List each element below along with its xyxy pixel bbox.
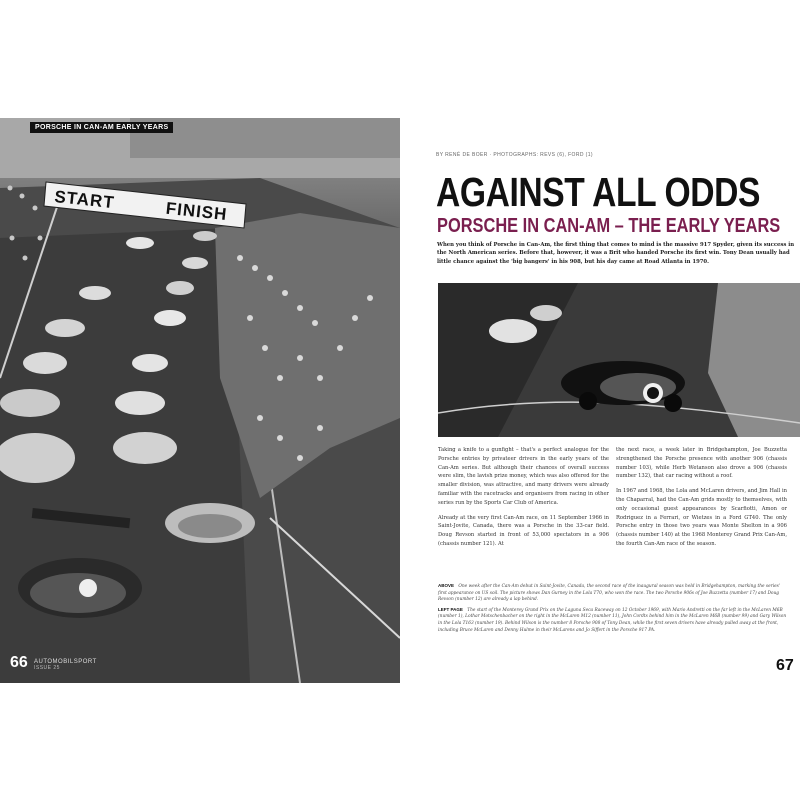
caption-above (438, 583, 790, 604)
magazine-footer (34, 659, 97, 671)
caption-left-page (438, 607, 790, 634)
caption-left-text: The start of the Monterey Grand Prix on the Laguna Seca Raceway on 12 October 1969, with Mario Andretti on the far left in the McLaren M6B (number 1), Lothar Motschenbacher on the right in the McLaren M12 (number 11), John Cordts behind him in the McLaren M6B (number 99) and Gary Wilson in the Lola T163 (number 19). Behind Wilson is the number 8 Porsche 908 of Tony Dean, while the first seven drivers have already pulled away at the front, including Bruce McLaren and Denny Hulme in their McLarens and Jo Siffert in the Porsche 917 PA. (438, 607, 787, 633)
magazine-issue: ISSUE 25 (34, 665, 60, 671)
caption-above-label: ABOVE (438, 583, 455, 588)
subheadline: PORSCHE IN CAN-AM – THE EARLY YEARS (437, 215, 781, 237)
left-page-photo (0, 118, 400, 683)
body-paragraph: Taking a knife to a gunfight – that's a perfect analogue for the Porsche entries by privateer drivers in the early years of the Can-Am series. But although their chances of overall success were slim, the lavish prize money, which was also offered for the smaller division, was attractive, and many drivers were already familiar with the racetracks and organisers from racing in other series run by the Sports Car Club of America. (438, 447, 609, 506)
body-paragraph: In 1967 and 1968, the Lola and McLaren drivers, and Jim Hall in the Chaparral, had the Can-Am grids mostly to themselves, with only occasional guest appearances by Scarfiotti, Amon or Rodriguez in a Ferrari, or Wietzes in a Ford GT40. The only Porsche entry in those two years was Monte Shelton in a 906 (chassis number 140) at the 1968 Monterey Grand Prix Can-Am, the fourth Can-Am race of the season. (616, 488, 787, 547)
body-column-2 (616, 446, 787, 555)
headline: AGAINST ALL ODDS (436, 169, 761, 215)
body-paragraph: Already at the very first Can-Am race, on 11 September 1966 in Saint-Jovite, Canada, there was a Porsche in the 33-car field. Doug Revson started in front of 53,000 spectators in a 906 (chassis number 121). At (438, 514, 609, 547)
caption-left-label: LEFT PAGE (438, 606, 463, 612)
byline: BY RENÉ DE BOER · PHOTOGRAPHS: REVS (6), FORD (1) (436, 152, 593, 158)
banner-finish-text: FINISH (164, 198, 229, 225)
right-page-photo (438, 283, 800, 437)
standfirst: When you think of Porsche in Can-Am, the first thing that comes to mind is the massive 917 Spyder, given its success in the North American series. Before that, however, it was a Brit who handed Porsche its first win. Tony Dean usually had little chance against the 'big bangers' in his 908, but his day came at Road Atlanta in 1970. (437, 242, 795, 265)
page-number-left: 66 (10, 654, 28, 671)
body-column-1 (438, 446, 609, 555)
section-tag: PORSCHE IN CAN-AM EARLY YEARS (30, 122, 173, 133)
body-paragraph: the next race, a week later in Bridgehampton, Joe Buzzetta strengthened the Porsche presence with another 906 (chassis number 103), while Herb Wetanson also drove a 906 (chassis number 132), that car racing without a roof. (616, 447, 787, 480)
page-number-right: 67 (776, 657, 794, 674)
caption-above-text: One week after the Can-Am debut in Saint-Jovite, Canada, the second race of the inaugural season was held in Bridgehampton, marking the series' first appearance on US soil. The picture shows Dan Gurney in the Lola T70, who won the race. The two Porsche 906s of Joe Buzzetta (number 17) and Doug Revson (number 12) are already a lap behind. (438, 584, 781, 603)
magazine-name: AUTOMOBILSPORT (34, 659, 97, 665)
bridgehampton-photo (438, 283, 800, 437)
photo-captions (438, 583, 790, 637)
banner-start-text: START (53, 187, 116, 213)
